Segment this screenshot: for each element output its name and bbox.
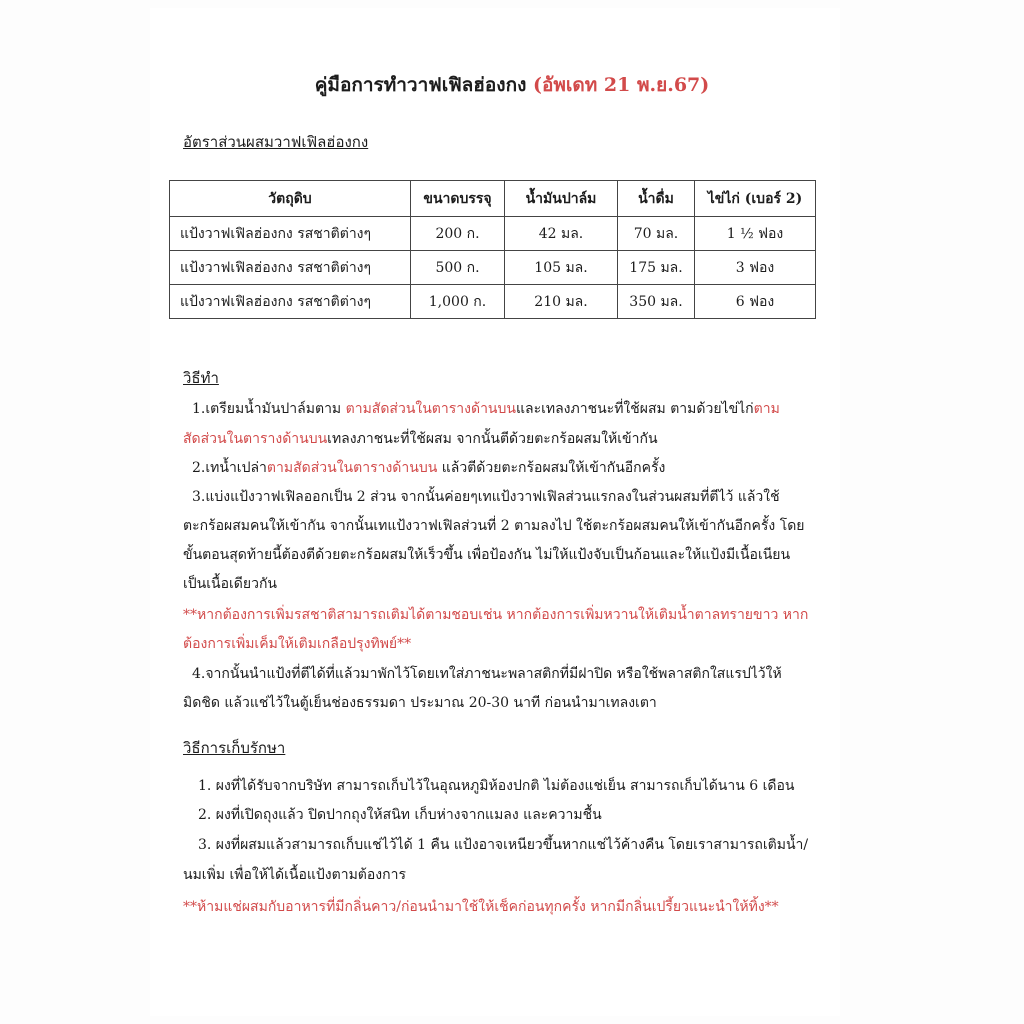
- step-2-text-c: แล้วตีด้วยตะกร้อผสมให้เข้ากันอีกครั้ง: [437, 460, 666, 476]
- table-row: [170, 217, 816, 251]
- storage-heading: วิธีการเก็บรักษา: [183, 739, 286, 757]
- step-1-text-a: 1.เตรียมน้ำมันปาล์มตาม: [192, 401, 346, 417]
- table-row: [170, 285, 816, 319]
- storage-item-3-line-1: 3. ผงที่ผสมแล้วสามารถเก็บแช่ไว้ได้ 1 คืน แป้งอาจเหนียวขึ้นหากแช่ไว้ค้างคืน โดยเราสามารถเติมน้ำ/: [198, 837, 809, 853]
- method-step-1-cont: [183, 428, 658, 450]
- cell-water: 350 มล.: [618, 285, 695, 319]
- method-note-line-1: **หากต้องการเพิ่มรสชาติสามารถเติมได้ตามชอบเช่น หากต้องการเพิ่มหวานให้เติมน้ำตาลทรายขาว หาก: [183, 607, 809, 623]
- step-1-text-f: เทลงภาชนะที่ใช้ผสม จากนั้นตีด้วยตะกร้อผสมให้เข้ากัน: [327, 431, 658, 447]
- method-step-4-line-2: มิดชิด แล้วแช่ไว้ในตู้เย็นช่องธรรมดา ประมาณ 20-30 นาที ก่อนนำมาเทลงเตา: [183, 695, 657, 711]
- cell-pack-size: 500 ก.: [411, 251, 505, 285]
- header-egg: ไข่ไก่ (เบอร์ 2): [695, 181, 816, 217]
- title-update: (อัพเดท 21 พ.ย.67): [533, 74, 710, 96]
- header-pack-size: ขนาดบรรจุ: [411, 181, 505, 217]
- method-step-1: [192, 398, 780, 420]
- header-ingredient: วัตถุดิบ: [170, 181, 411, 217]
- header-water: น้ำดื่ม: [618, 181, 695, 217]
- cell-palm-oil: 42 มล.: [505, 217, 618, 251]
- method-step-3-line-2: ตะกร้อผสมคนให้เข้ากัน จากนั้นเทแป้งวาฟเฟิลส่วนที่ 2 ตามลงไป ใช้ตะกร้อผสมคนให้เข้ากันอีกครั้ง โดย: [183, 518, 805, 534]
- storage-item-2: 2. ผงที่เปิดถุงแล้ว ปิดปากถุงให้สนิท เก็บห่างจากแมลง และความชื้น: [198, 807, 602, 823]
- cell-water: 70 มล.: [618, 217, 695, 251]
- cell-egg: 1 ½ ฟอง: [695, 217, 816, 251]
- cell-ingredient: แป้งวาฟเฟิลฮ่องกง รสชาติต่างๆ: [170, 285, 411, 319]
- storage-note: **ห้ามแช่ผสมกับอาหารที่มีกลิ่นคาว/ก่อนนำมาใช้ให้เช็คก่อนทุกครั้ง หากมีกลิ่นเปรี้ยวแนะนำให้ทิ้ง**: [183, 899, 779, 915]
- cell-palm-oil: 105 มล.: [505, 251, 618, 285]
- page-title: [0, 70, 1024, 100]
- step-1-text-b: ตามสัดส่วนในตารางด้านบน: [345, 401, 516, 417]
- cell-pack-size: 1,000 ก.: [411, 285, 505, 319]
- ratio-heading: อัตราส่วนผสมวาฟเฟิลฮ่องกง: [183, 133, 369, 151]
- method-step-3-line-3: ขั้นตอนสุดท้ายนี้ต้องตีด้วยตะกร้อผสมให้เร็วขึ้น เพื่อป้องกัน ไม่ให้แป้งจับเป็นก้อนและให้แป้งมีเนื้อเนียน: [183, 547, 791, 563]
- storage-item-1: 1. ผงที่ได้รับจากบริษัท สามารถเก็บไว้ในอุณหภูมิห้องปกติ ไม่ต้องแช่เย็น สามารถเก็บได้นาน 6 เดือน: [198, 778, 795, 794]
- method-step-3-line-1: 3.แบ่งแป้งวาฟเฟิลออกเป็น 2 ส่วน จากนั้นค่อยๆเทแป้งวาฟเฟิลส่วนแรกลงในส่วนผสมที่ตีไว้ แล้วใช้: [192, 489, 780, 505]
- cell-pack-size: 200 ก.: [411, 217, 505, 251]
- step-2-text-b: ตามสัดส่วนในตารางด้านบน: [266, 460, 438, 476]
- cell-ingredient: แป้งวาฟเฟิลฮ่องกง รสชาติต่างๆ: [170, 251, 411, 285]
- step-1-text-d: ตาม: [753, 401, 780, 417]
- step-1-text-e: สัดส่วนในตารางด้านบน: [183, 431, 328, 447]
- cell-ingredient: แป้งวาฟเฟิลฮ่องกง รสชาติต่างๆ: [170, 217, 411, 251]
- method-heading: วิธีทำ: [183, 369, 219, 387]
- title-main: คู่มือการทำวาฟเฟิลฮ่องกง: [314, 74, 527, 96]
- step-2-text-a: 2.เทน้ำเปล่า: [192, 460, 267, 476]
- cell-water: 175 มล.: [618, 251, 695, 285]
- method-step-3-line-4: เป็นเนื้อเดียวกัน: [183, 576, 277, 592]
- cell-palm-oil: 210 มล.: [505, 285, 618, 319]
- step-1-text-c: และเทลงภาชนะที่ใช้ผสม ตามด้วยไข่ไก่: [515, 401, 754, 417]
- storage-item-3-line-2: นมเพิ่ม เพื่อให้ได้เนื้อแป้งตามต้องการ: [183, 867, 406, 883]
- table-header-row: [170, 181, 816, 217]
- cell-egg: 3 ฟอง: [695, 251, 816, 285]
- method-step-4-line-1: 4.จากนั้นนำแป้งที่ตีได้ที่แล้วมาพักไว้โดยเทใส่ภาชนะพลาสติกที่มีฝาปิด หรือใช้พลาสติกใสแรปไว้ให้: [192, 666, 782, 682]
- method-step-2: [192, 457, 665, 479]
- header-palm-oil: น้ำมันปาล์ม: [505, 181, 618, 217]
- method-note-line-2: ต้องการเพิ่มเค็มให้เติมเกลือปรุงทิพย์**: [183, 636, 412, 652]
- ratio-table: [169, 180, 816, 319]
- cell-egg: 6 ฟอง: [695, 285, 816, 319]
- table-row: [170, 251, 816, 285]
